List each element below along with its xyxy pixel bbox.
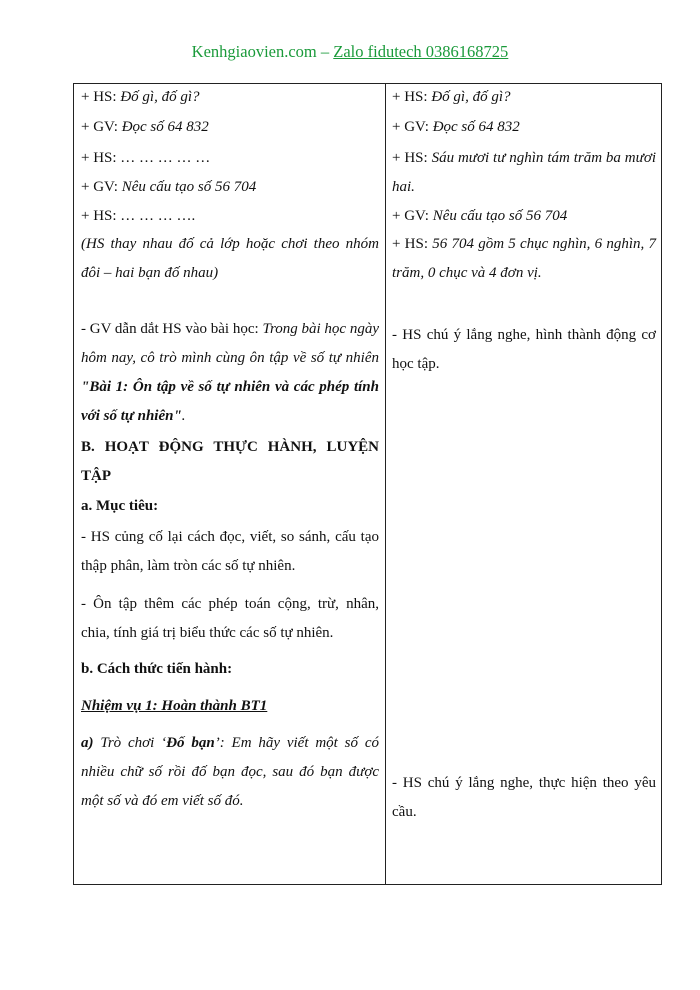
left-line-2-text: Đọc số 64 832 xyxy=(121,119,209,135)
right-line-2-text: Đọc số 64 832 xyxy=(432,119,520,135)
left-line-4-text: Nêu cấu tạo số 56 704 xyxy=(121,179,257,195)
right-line-4-text: Nêu cấu tạo số 56 704 xyxy=(432,208,568,224)
task-a-text-1: Trò chơi ‘ xyxy=(93,735,167,751)
task-a-game-name: Đố bạn xyxy=(166,735,215,751)
right-line-5-prefix: + HS: xyxy=(392,236,433,252)
right-line-1-text: Đố gì, đố gì? xyxy=(431,89,511,105)
left-line-1 xyxy=(81,83,199,112)
left-intro-prefix: - GV dẫn dắt HS vào bài học: xyxy=(81,321,263,337)
left-line-3: + HS: … … … … … xyxy=(81,150,211,166)
right-response-2: - HS chú ý lắng nghe, thực hiện theo yêu cầu. xyxy=(392,775,656,820)
right-line-3-prefix: + HS: xyxy=(392,150,432,166)
right-line-4 xyxy=(392,202,567,231)
left-intro-lesson-title: "Bài 1: Ôn tập về số tự nhiên và các phép tính với số tự nhiên" xyxy=(81,379,379,424)
header-separator: – xyxy=(316,42,334,61)
left-line-2 xyxy=(81,113,209,142)
right-line-1 xyxy=(392,83,510,112)
left-note: (HS thay nhau đố cả lớp hoặc chơi theo nhóm đôi – hai bạn đố nhau) xyxy=(81,236,379,281)
right-line-4-prefix: + GV: xyxy=(392,208,433,224)
left-line-4-prefix: + GV: xyxy=(81,179,122,195)
header-contact: Zalo fidutech 0386168725 xyxy=(333,42,509,61)
right-line-2-prefix: + GV: xyxy=(392,119,433,135)
left-line-1-text: Đố gì, đố gì? xyxy=(120,89,200,105)
muc-tieu-heading: a. Mục tiêu: xyxy=(81,498,159,514)
column-divider xyxy=(385,83,386,885)
muc-tieu-1: - HS củng cố lại cách đọc, viết, so sánh, cấu tạo thập phân, làm tròn các số tự nhiên. xyxy=(81,529,379,574)
left-intro-end: . xyxy=(181,408,186,424)
muc-tieu-2: - Ôn tập thêm các phép toán cộng, trừ, nhân, chia, tính giá trị biểu thức các số tự nhiên. xyxy=(81,596,379,641)
right-response-1: - HS chú ý lắng nghe, hình thành động cơ học tập. xyxy=(392,327,656,372)
task-a-text-2: ’: Em hãy viết một số có nhiều chữ số rồi đố bạn đọc, sau đó bạn được một số và đó em viết số đó. xyxy=(81,735,379,809)
left-intro xyxy=(81,315,379,431)
cach-thuc-heading: b. Cách thức tiến hành: xyxy=(81,661,233,677)
nhiem-vu-1-heading: Nhiệm vụ 1: Hoàn thành BT1 xyxy=(81,698,268,714)
right-line-3-text: Sáu mươi tư nghìn tám trăm ba mươi hai. xyxy=(392,150,656,195)
right-line-3 xyxy=(392,144,656,202)
right-line-2 xyxy=(392,113,520,142)
left-line-1-prefix: + HS: xyxy=(81,89,121,105)
right-line-1-prefix: + HS: xyxy=(392,89,432,105)
left-line-5: + HS: … … … …. xyxy=(81,208,196,224)
left-line-2-prefix: + GV: xyxy=(81,119,122,135)
task-a-label: a) xyxy=(81,735,94,751)
left-line-4 xyxy=(81,173,256,202)
page-header xyxy=(0,42,700,62)
right-line-5 xyxy=(392,230,656,288)
section-b-heading: B. HOẠT ĐỘNG THỰC HÀNH, LUYỆN TẬP xyxy=(81,439,379,484)
task-a xyxy=(81,729,379,816)
site-name: Kenhgiaovien.com xyxy=(191,42,317,61)
right-line-5-text: 56 704 gồm 5 chục nghìn, 6 nghìn, 7 trăm, 0 chục và 4 đơn vị. xyxy=(392,236,656,281)
left-intro-italic: Trong bài học ngày hôm nay, cô trò mình cùng ôn tập về số tự nhiên xyxy=(81,321,379,366)
